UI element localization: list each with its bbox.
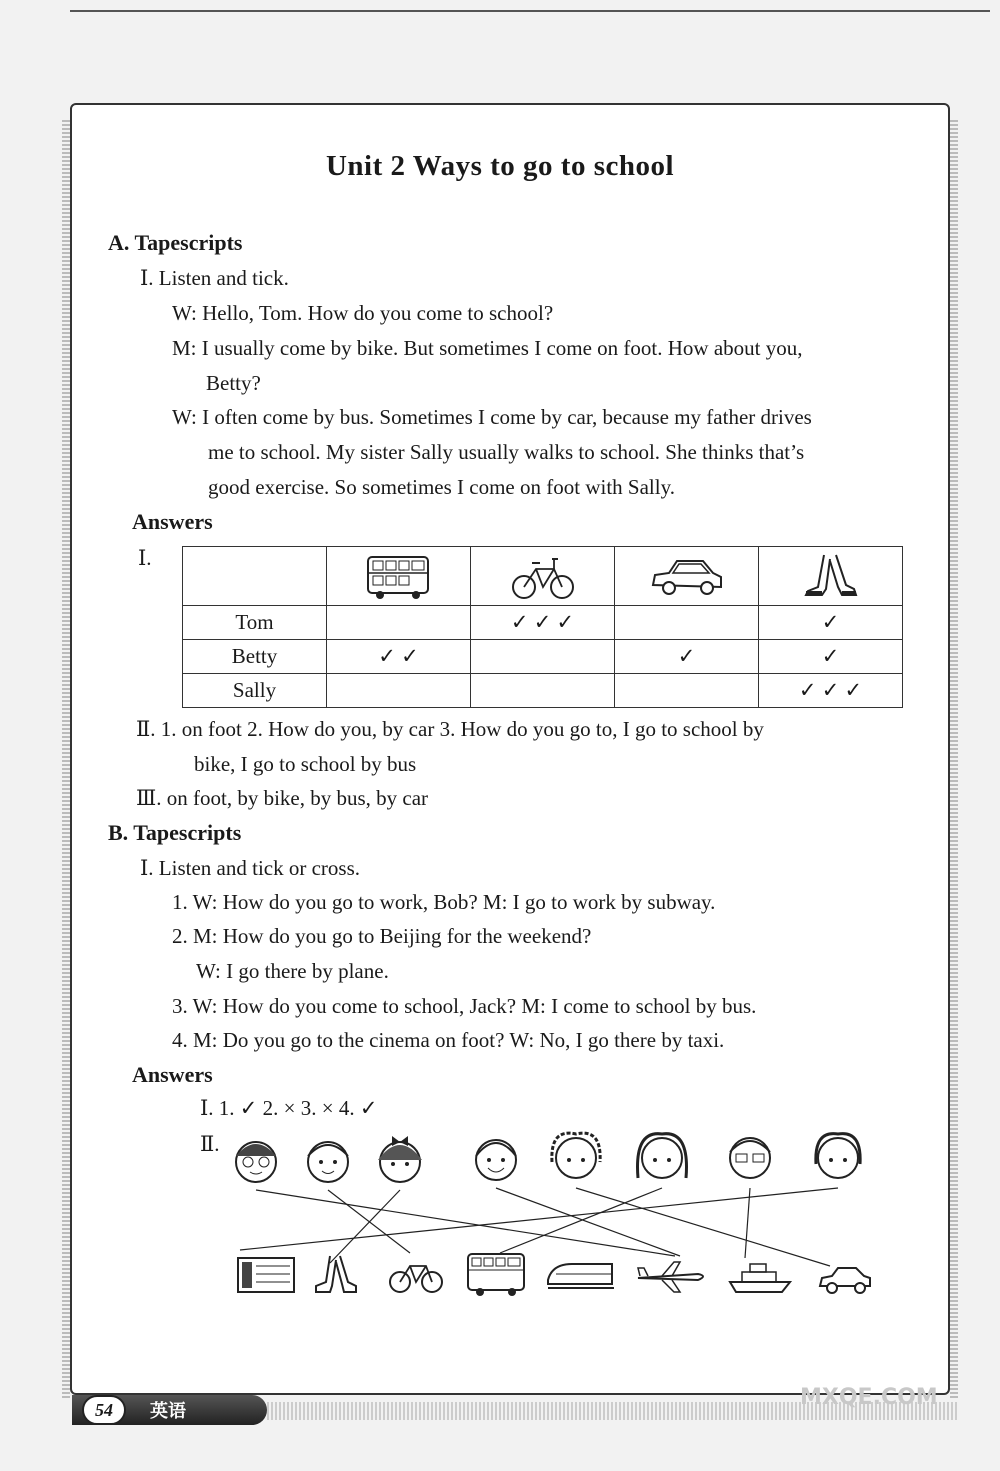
plane-icon [638,1262,703,1292]
table-header-car [615,547,759,606]
tick-cell: ✓ ✓ ✓ [759,674,903,708]
tick-cell: ✓ [759,606,903,640]
girl-bow-icon [378,1136,422,1182]
answer-table [182,546,903,708]
walking-icon [796,551,866,601]
tick-cell: ✓ [759,640,903,674]
car-icon [647,551,727,601]
answers-b-i: Ⅰ. 1. ✓ 2. × 3. × 4. ✓ [200,1096,378,1120]
watermark: MXQE.COM [800,1385,938,1410]
table-corner-cell [183,547,327,606]
girl-short-hair-icon [816,1134,860,1178]
tick-cell [471,674,615,708]
tapescript-line: M: I usually come by bike. But sometimes I come on foot. How about you, [172,336,803,360]
row-name: Sally [183,674,327,708]
table-header-walk [759,547,903,606]
top-rule [70,10,990,12]
tick-cell [615,606,759,640]
bike-icon [390,1266,442,1292]
page-number: 54 [82,1395,126,1425]
subway-icon [238,1258,294,1292]
bike-icon [508,551,578,601]
boy-glasses-icon [236,1142,276,1182]
tapescript-line: 2. M: How do you go to Beijing for the weekend? [172,924,592,948]
boy-smile-icon [476,1140,516,1180]
tick-cell [615,674,759,708]
man-glasses-icon [730,1138,770,1178]
answers-heading-b: Answers [132,1062,213,1087]
table-row [183,606,903,640]
tapescript-line: W: Hello, Tom. How do you come to school? [172,301,554,325]
tick-cell [327,606,471,640]
answer-ii-line: bike, I go to school by bus [194,752,417,776]
tapescript-line: W: I go there by plane. [196,959,389,983]
tapescript-line: 3. W: How do you come to school, Jack? M: I come to school by bus. [172,994,757,1018]
left-hatch [62,118,70,1398]
bus-icon [468,1254,524,1296]
answers-b-ii-label: Ⅱ. [200,1132,220,1156]
tapescript-line: me to school. My sister Sally usually walks to school. She thinks that’s [208,440,805,464]
walking-icon [316,1256,356,1292]
bus-icon [364,551,434,601]
table-header-bike [471,547,615,606]
answer-iii-line: Ⅲ. on foot, by bike, by bus, by car [136,786,429,810]
page-title: Unit 2 Ways to go to school [325,150,675,182]
section-a-part-i: Ⅰ. Listen and tick. [140,266,289,290]
row-name: Tom [183,606,327,640]
train-icon [548,1264,614,1288]
ship-icon [730,1264,790,1292]
table-row [183,640,903,674]
matching-lines [240,1188,838,1266]
tick-cell [471,640,615,674]
tapescript-line: 4. M: Do you go to the cinema on foot? W: No, I go there by taxi. [172,1028,725,1052]
answers-heading-a: Answers [132,509,213,534]
girl-curls-icon [552,1133,600,1178]
section-b-part-i: Ⅰ. Listen and tick or cross. [140,856,360,880]
tick-cell: ✓ ✓ [327,640,471,674]
tapescript-line: good exercise. So sometimes I come on foot with Sally. [208,475,675,499]
tick-cell: ✓ ✓ ✓ [471,606,615,640]
section-b-heading: B. Tapescripts [108,820,242,845]
right-hatch [950,118,958,1398]
subject-label: 英语 [150,1401,186,1422]
section-a-heading: A. Tapescripts [108,230,243,255]
boy-icon [308,1142,348,1182]
tapescript-line: W: I often come by bus. Sometimes I come by car, because my father drives [172,405,812,429]
tick-cell: ✓ [615,640,759,674]
table-header-bus [327,547,471,606]
answers-i-label: Ⅰ. [138,546,152,570]
tick-cell [327,674,471,708]
matching-exercise [220,1128,890,1308]
girl-long-hair-icon [638,1134,687,1178]
row-name: Betty [183,640,327,674]
tapescript-line: Betty? [206,371,261,395]
taxi-icon [820,1268,870,1293]
table-row [183,674,903,708]
tapescript-line: 1. W: How do you go to work, Bob? M: I go to work by subway. [172,890,716,914]
answer-ii-line: Ⅱ. 1. on foot 2. How do you, by car 3. How do you go to, I go to school by [136,717,764,741]
